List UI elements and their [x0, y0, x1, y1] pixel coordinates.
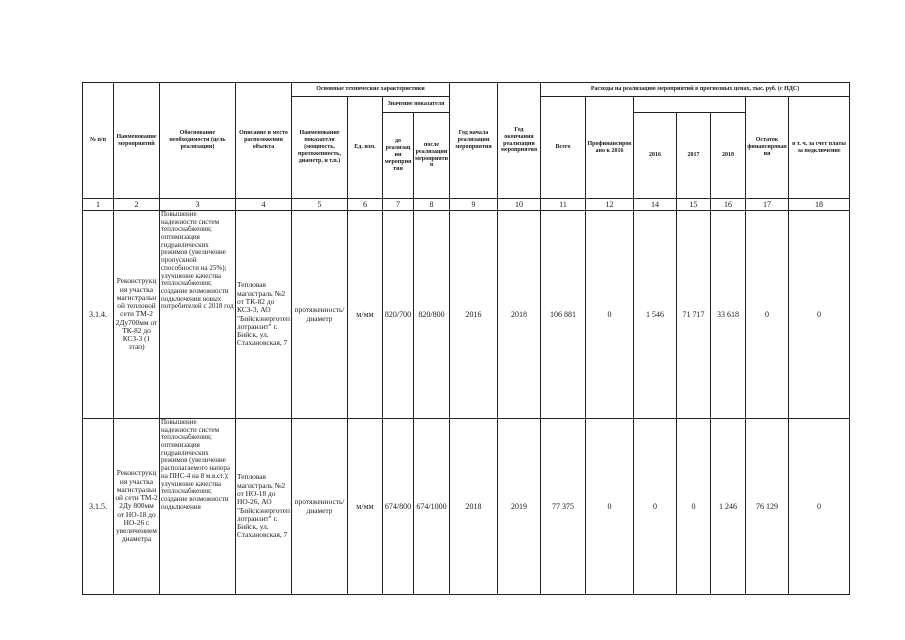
header-after: после реализации мероприятия [414, 113, 450, 199]
row-unit: м/мм [348, 211, 383, 419]
header-group-costs: Расходы на реализацию мероприятий в прогнозных ценах, тыс. руб. (с НДС) [541, 83, 850, 97]
row-unit: м/мм [348, 419, 383, 595]
row-after: 820/800 [414, 211, 450, 419]
row-total: 77 375 [541, 419, 586, 595]
header-group-value: Значение показателя [383, 97, 450, 113]
header-unit: Ед. изм. [348, 97, 383, 199]
index-cell: 16 [711, 199, 746, 211]
index-cell: 17 [746, 199, 789, 211]
index-cell: 10 [498, 199, 541, 211]
index-cell: 8 [414, 199, 450, 211]
row-y2018: 33 618 [711, 211, 746, 419]
index-cell: 4 [236, 199, 292, 211]
row-start: 2016 [450, 211, 498, 419]
program-table-sheet [82, 82, 849, 595]
header-end-year: Год окончания реализации мероприятия [498, 83, 541, 199]
index-cell: 9 [450, 199, 498, 211]
header-num: № п/п [83, 83, 114, 199]
index-cell: 1 [83, 199, 114, 211]
header-before: до реализации мероприятия [383, 113, 414, 199]
index-cell: 5 [292, 199, 348, 211]
header-total: Всего [541, 97, 586, 199]
index-cell: 18 [789, 199, 850, 211]
row-num: 3.1.4. [83, 211, 114, 419]
row-location: Тепловая магистраль №2 от НО-18 до НО-26, АО "Бийскэнерготеплотранзит" г. Бийск, ул. Стахановская, 7 [236, 419, 292, 595]
index-cell: 3 [160, 199, 236, 211]
row-num: 3.1.5. [83, 419, 114, 595]
row-y2017: 0 [677, 419, 711, 595]
header-fee: в т. ч. за счет платы за подключение [789, 97, 850, 199]
row-financed: 0 [586, 211, 634, 419]
row-indicator: протяженность/диаметр [292, 211, 348, 419]
row-after: 674/1000 [414, 419, 450, 595]
row-y2018: 1 246 [711, 419, 746, 595]
row-location: Тепловая магистраль №2 от ТК-82 до КСЗ-3, АО "Бийскэнерготеплотранзит" г. Бийск, ул. Стахановская, 7 [236, 211, 292, 419]
row-name: Реконструкция участка магистральной сети ТМ-2 2Ду 800мм от НО-18 до НО-26 с увеличением диаметра [114, 419, 160, 595]
row-remaining: 76 129 [746, 419, 789, 595]
index-cell: 11 [541, 199, 586, 211]
header-location: Описание и место расположения объекта [236, 83, 292, 199]
index-cell: 6 [348, 199, 383, 211]
row-y2016: 1 546 [634, 211, 677, 419]
investment-program-table [82, 82, 850, 595]
index-cell: 2 [114, 199, 160, 211]
header-year-2018: 2018 [711, 113, 746, 199]
table-row [83, 211, 850, 419]
row-before: 820/700 [383, 211, 414, 419]
row-before: 674/800 [383, 419, 414, 595]
row-fee: 0 [789, 211, 850, 419]
row-remaining: 0 [746, 211, 789, 419]
row-end: 2018 [498, 211, 541, 419]
row-start: 2018 [450, 419, 498, 595]
row-end: 2019 [498, 419, 541, 595]
row-name: Реконструкция участка магистральной тепловой сети ТМ-2 2Ду700мм от ТК-82 до КСЗ-3 (1 этап) [114, 211, 160, 419]
header-name: Наименование мероприятий [114, 83, 160, 199]
table-row [83, 419, 850, 595]
header-indicator: Наименование показателя (мощность, протяженность, диаметр, и т.п.) [292, 97, 348, 199]
row-y2016: 0 [634, 419, 677, 595]
row-total: 106 881 [541, 211, 586, 419]
index-cell: 14 [634, 199, 677, 211]
row-fee: 0 [789, 419, 850, 595]
header-financed: Профинансировано к 2016 [586, 97, 634, 199]
header-remaining: Остаток финансирования [746, 97, 789, 199]
row-indicator: протяженность/диаметр [292, 419, 348, 595]
header-group-tech: Основные технические характеристики [292, 83, 450, 97]
header-year-2016: 2016 [634, 113, 677, 199]
header-years-group [634, 97, 746, 113]
row-reason: Повышение надежности систем теплоснабжения; оптимизация гидравлических режимов (увеличение располагаемого напора на ПНС-4 на 8 м.в.ст.); улучшение качества теплоснабжения; создание возможности подключения [160, 419, 236, 595]
index-cell: 15 [677, 199, 711, 211]
index-cell: 12 [586, 199, 634, 211]
row-financed: 0 [586, 419, 634, 595]
header-year-2017: 2017 [677, 113, 711, 199]
row-reason: Повышение надежности систем теплоснабжения; оптимизация гидравлических режимов (увеличение пропускной способности на 25%); улучшение качества теплоснабжения; создание возможности подключения новых потребителей с 2018 год [160, 211, 236, 419]
row-y2017: 71 717 [677, 211, 711, 419]
column-index-row [83, 199, 850, 211]
header-start-year: Год начала реализации мероприятия [450, 83, 498, 199]
index-cell: 7 [383, 199, 414, 211]
header-reason: Обоснование необходимости (цель реализации) [160, 83, 236, 199]
